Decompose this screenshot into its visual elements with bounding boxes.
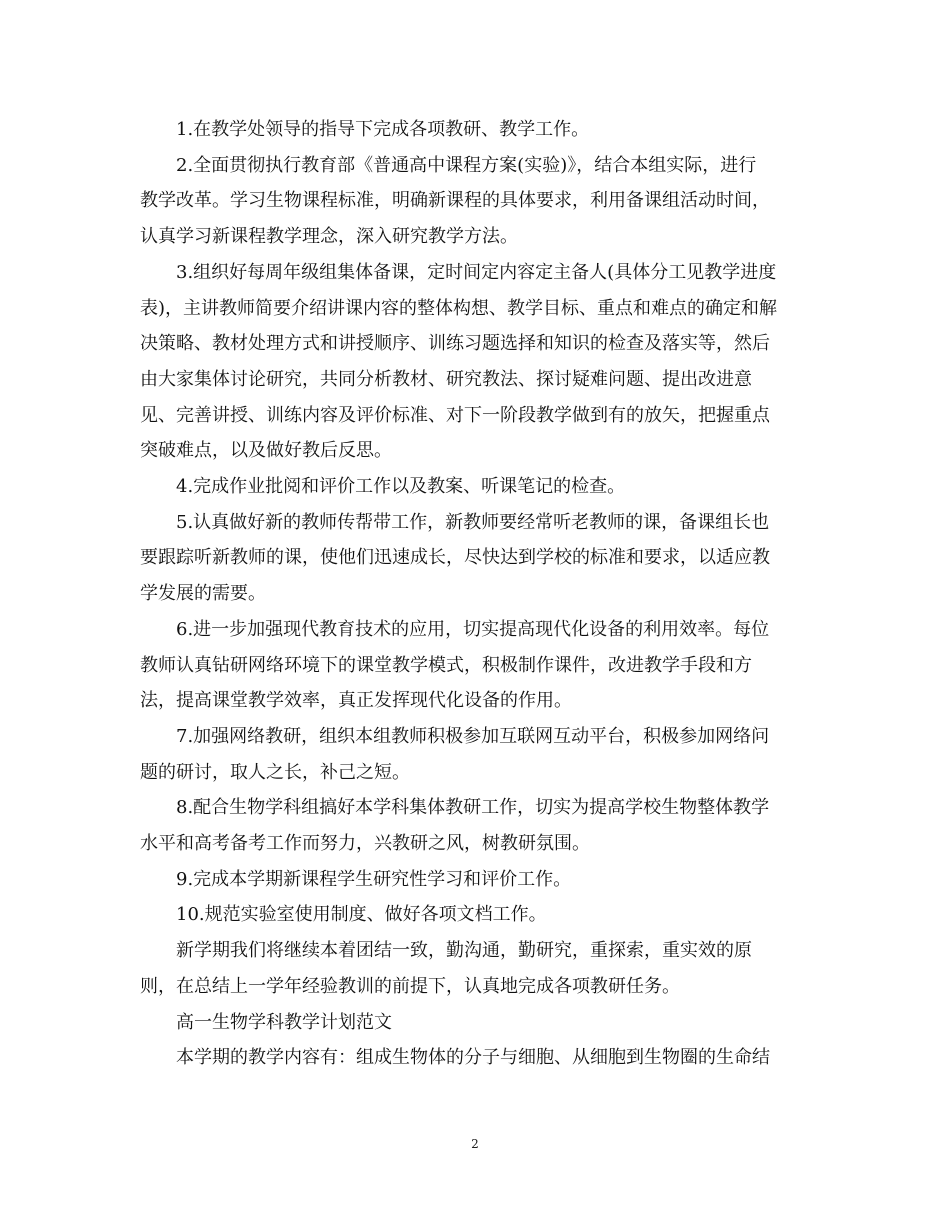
paragraph [140, 505, 810, 612]
paragraph [140, 469, 810, 505]
text-line: 见、完善讲授、训练内容及评价标准、对下一阶段教学做到有的放矢，把握重点 [140, 404, 770, 426]
text-line: 4.完成作业批阅和评价工作以及教案、听课笔记的检查。 [176, 476, 626, 498]
text-line: 决策略、教材处理方式和讲授顺序、训练习题选择和知识的检查及落实等，然后 [140, 333, 770, 355]
text-line: 2.全面贯彻执行教育部《普通高中课程方案(实验)》，结合本组实际，进行 [176, 154, 757, 176]
text-line: 6.进一步加强现代教育技术的应用，切实提高现代化设备的利用效率。每位 [176, 618, 770, 640]
text-line: 本学期的教学内容有：组成生物体的分子与细胞、从细胞到生物圈的生命结 [176, 1047, 770, 1069]
text-line: 教学改革。学习生物课程标准，明确新课程的具体要求，利用备课组活动时间， [140, 190, 770, 212]
text-line: 则，在总结上一学年经验教训的前提下，认真地完成各项教研任务。 [140, 975, 680, 997]
paragraph [140, 255, 810, 469]
text-line: 表)，主讲教师简要介绍讲课内容的整体构想、教学目标、重点和难点的确定和解 [140, 297, 778, 319]
page-number: 2 [471, 1137, 479, 1151]
paragraph [140, 148, 810, 255]
text-line: 5.认真做好新的教师传帮带工作，新教师要经常听老教师的课，备课组长也 [176, 511, 770, 533]
text-line: 突破难点，以及做好教后反思。 [140, 440, 392, 462]
paragraph [140, 1005, 810, 1041]
text-line: 要跟踪听新教师的课，使他们迅速成长，尽快达到学校的标准和要求，以适应教 [140, 547, 770, 569]
paragraph [140, 1040, 810, 1076]
text-line: 8.配合生物学科组搞好本学科集体教研工作，切实为提高学校生物整体教学 [176, 797, 770, 819]
paragraph [140, 862, 810, 898]
text-line: 高一生物学科教学计划范文 [176, 1011, 392, 1033]
text-line: 学发展的需要。 [140, 583, 266, 605]
paragraph [140, 933, 810, 1004]
text-line: 3.组织好每周年级组集体备课，定时间定内容定主备人(具体分工见教学进度 [176, 261, 777, 283]
document-body [140, 112, 810, 1076]
paragraph [140, 897, 810, 933]
text-line: 新学期我们将继续本着团结一致，勤沟通，勤研究，重探索，重实效的原 [176, 940, 752, 962]
paragraph [140, 790, 810, 861]
text-line: 法，提高课堂教学效率，真正发挥现代化设备的作用。 [140, 690, 572, 712]
text-line: 10.规范实验室使用制度、做好各项文档工作。 [176, 904, 547, 926]
text-line: 9.完成本学期新课程学生研究性学习和评价工作。 [176, 868, 572, 890]
paragraph [140, 612, 810, 719]
text-line: 7.加强网络教研，组织本组教师积极参加互联网互动平台，积极参加网络问 [176, 725, 770, 747]
paragraph [140, 112, 810, 148]
text-line: 教师认真钻研网络环境下的课堂教学模式，积极制作课件，改进教学手段和方 [140, 654, 752, 676]
text-line: 1.在教学处领导的指导下完成各项教研、教学工作。 [176, 119, 590, 140]
text-line: 由大家集体讨论研究，共同分析教材、研究教法、探讨疑难问题、提出改进意 [140, 368, 752, 390]
text-line: 水平和高考备考工作而努力，兴教研之风，树教研氛围。 [140, 833, 590, 855]
text-line: 题的研讨，取人之长，补己之短。 [140, 761, 410, 783]
text-line: 认真学习新课程教学理念，深入研究教学方法。 [140, 226, 518, 248]
paragraph [140, 719, 810, 790]
